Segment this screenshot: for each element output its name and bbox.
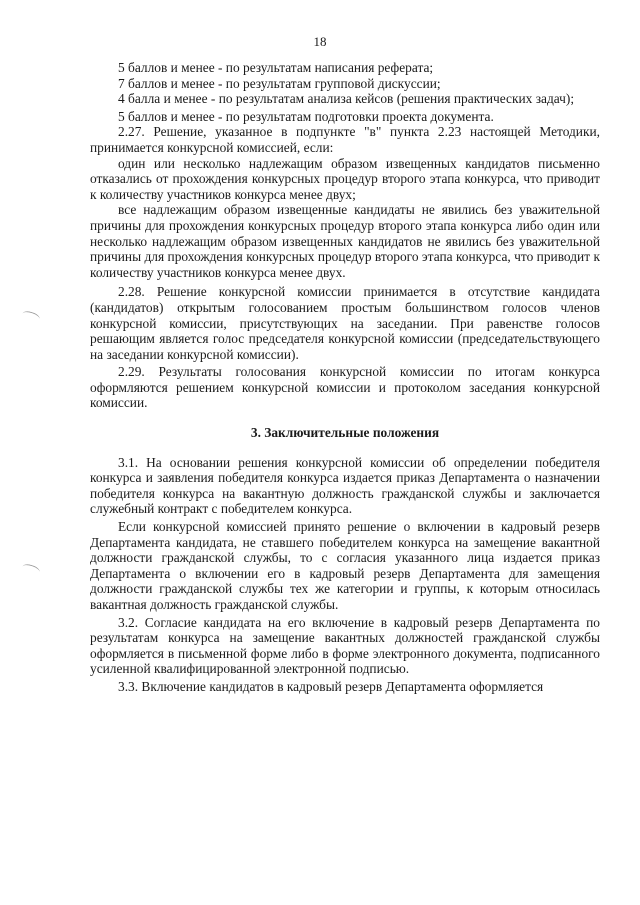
condition-no-show: все надлежащим образом извещенные кандидаты не явились без уважительной причины для прохождения конкурсных процедур второго этапа конкурса либо один или несколько надлежащим образом извещенных кандидатов не явились без уважительной причины для прохождения конкурсных процедур второго этапа конкурса, что приводит к количеству участников конкурса менее двух.: [90, 202, 600, 280]
margin-pencil-mark: [21, 562, 41, 576]
paragraph-3-3: 3.3. Включение кандидатов в кадровый резерв Департамента оформляется: [118, 678, 544, 694]
condition-refusal: один или несколько надлежащим образом извещенных кандидатов письменно отказались от прохождения конкурсных процедур второго этапа конкурса, что приводит к количеству участников конкурса менее двух;: [90, 155, 600, 202]
paragraph-2-28: 2.28. Решение конкурсной комиссии принимается в отсутствие кандидата (кандидатов) открытым голосованием простым большинством голосов членов конкурсной комиссии, присутствующих на заседании. При равенстве голосов решающим является голос председателя конкурсной комиссии (председательствующего на заседании конкурсной комиссии).: [90, 284, 600, 362]
score-item-project: 5 баллов и менее - по результатам подготовки проекта документа.: [118, 108, 494, 124]
score-item-discussion: 7 баллов и менее - по результатам групповой дискуссии;: [118, 75, 441, 91]
paragraph-3-2: 3.2. Согласие кандидата на его включение в кадровый резерв Департамента по результатам конкурса на замещение вакантных должностей гражданской службы оформляется в письменной форме либо в форме электронного документа, подписанного усиленной квалифицированной электронной подписью.: [90, 614, 600, 677]
section-heading: 3. Заключительные положения: [250, 425, 440, 441]
page-number: 18: [313, 34, 327, 49]
paragraph-3-1: 3.1. На основании решения конкурсной комиссии об определении победителя конкурса и заявления победителя конкурса издается приказ Департамента о назначении победителя конкурса на вакантную должность гражданской службы и заключается служебный контракт с победителем конкурса.: [90, 454, 600, 517]
paragraph-2-29: 2.29. Результаты голосования конкурсной комиссии по итогам конкурса оформляются решением конкурсной комиссии и протоколом заседания конкурсной комиссии.: [90, 364, 600, 411]
score-item-cases: 4 балла и менее - по результатам анализа кейсов (решения практических задач);: [118, 91, 575, 107]
paragraph-reserve-inclusion: Если конкурсной комиссией принято решение о включении в кадровый резерв Департамента кандидата, не ставшего победителем конкурса на замещение вакантной должности гражданской службы, то с согласия указанного лица издается приказ Департамента о включении его в кадровый резерв Департамента для замещения должности гражданской службы тех же категории и группы, к которым относилась вакантная должность гражданской службы.: [90, 519, 600, 612]
paragraph-2-27: 2.27. Решение, указанное в подпункте "в" пункта 2.23 настоящей Методики, принимается конкурсной комиссией, если:: [90, 124, 600, 155]
margin-pencil-mark: [21, 309, 41, 323]
document-body: [90, 60, 600, 695]
score-item-essay: 5 баллов и менее - по результатам написания реферата;: [118, 60, 434, 75]
